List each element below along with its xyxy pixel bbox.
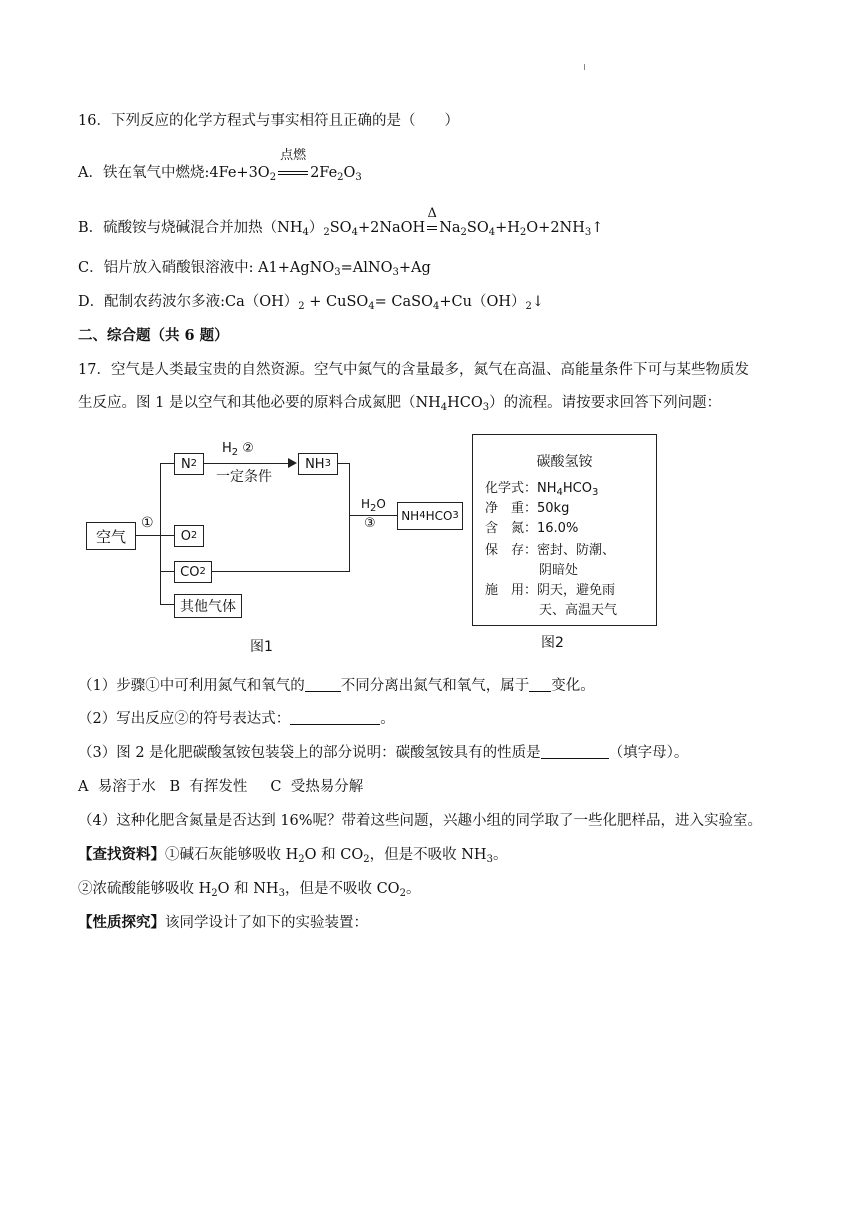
to-other-line bbox=[160, 604, 174, 605]
q16-option-b: B．硫酸铵与烧碱混合并加热$(NH_4)_2SO_4+2NaOH$ Δ $Na_2SO_4+H_2O+2NH_3↑$ bbox=[78, 206, 604, 238]
nh3-text: NH bbox=[305, 456, 325, 472]
h2o-h: H bbox=[361, 497, 371, 511]
q17-stem-line1: 17．空气是人类最宝贵的自然资源。空气中氮气的含量最多，氮气在高温、高能量条件下可与某些物质发 bbox=[78, 362, 749, 378]
step2-text: ② bbox=[242, 441, 254, 456]
q17-info-1: 【查找资料】①碱石灰能够吸收 $H_2O$ 和 $CO_2$，但是不吸收 $NH_3$。 bbox=[78, 846, 508, 865]
figure-1-caption: 图1 bbox=[250, 639, 273, 655]
to-o2-line bbox=[160, 535, 174, 536]
optD-arrow: ↓ bbox=[531, 294, 545, 310]
optB-suffix3: +H bbox=[495, 220, 520, 236]
nh3-out-line bbox=[337, 463, 349, 464]
q17-info-2: ②浓硫酸能够吸收 $H_2O$ 和 $NH_3$，但是不吸收 $CO_2$。 bbox=[78, 881, 421, 899]
optD-prefix: D．配制农药波尔多液:Ca（OH） bbox=[78, 294, 299, 310]
label-row-usage-2: 天、高温天气 bbox=[539, 603, 618, 618]
q17-sub2 bbox=[78, 709, 395, 729]
label-row-weight: 净 重：50kg bbox=[485, 501, 570, 516]
optA-prefix: A．铁在氧气中燃烧:4Fe+3O bbox=[78, 165, 270, 181]
sub1-c: 变化。 bbox=[551, 678, 595, 694]
label-row-formula-b: HCO bbox=[562, 481, 592, 496]
co2-box: CO 2 bbox=[174, 561, 212, 583]
sub3-text: （3）图 2 是化肥碳酸氢铵包装袋上的部分说明：碳酸氢铵具有的性质是 bbox=[78, 745, 541, 761]
optB-prefix: B．硫酸铵与烧碱混合并加热（NH bbox=[78, 220, 303, 236]
optA-cond-text: 点燃 bbox=[280, 148, 307, 163]
n2-to-nh3-arrow-line bbox=[203, 463, 289, 464]
optB-arrow: ↑ bbox=[591, 220, 604, 236]
sub1-a: （1）步骤①中可利用氮气和氧气的 bbox=[78, 678, 305, 694]
product-text: NH bbox=[401, 509, 420, 523]
q17-stem-line2: 生反应。图 1 是以空气和其他必要的原料合成氮肥$(NH_4HCO_3)$的流程。请按要求回答下列问题： bbox=[78, 395, 722, 413]
info2-c: ，但是不吸收 CO bbox=[284, 881, 400, 897]
air-box: 空气 bbox=[86, 522, 136, 550]
q16-stem bbox=[78, 111, 459, 131]
q17-stem-line2-c: ）的流程。请按要求回答下列问题： bbox=[489, 395, 722, 411]
q16-stem-text: 16．下列反应的化学方程式与事实相符且正确的是（ ） bbox=[78, 113, 459, 129]
n2-text: N bbox=[180, 456, 191, 472]
optB-cond-text: Δ bbox=[427, 206, 437, 221]
branch-line bbox=[160, 463, 161, 604]
to-n2-line bbox=[160, 463, 174, 464]
explore-title: 【性质探究】 bbox=[78, 914, 165, 931]
q17-sub3-choices: A 易溶于水 B 有挥发性 C 受热易分解 bbox=[78, 779, 364, 795]
to-co2-line bbox=[160, 571, 174, 572]
q17-sub1 bbox=[78, 676, 595, 696]
optC-text: C．铝片放入硝酸银溶液中: A1+AgNO bbox=[78, 260, 335, 276]
optD-mid: + CuSO bbox=[304, 294, 369, 310]
optA-condition bbox=[276, 148, 310, 183]
h2o-o: O bbox=[376, 497, 386, 511]
optB-mid: SO bbox=[329, 220, 352, 236]
figure-2-label-box bbox=[472, 434, 657, 626]
h2-label bbox=[222, 441, 254, 456]
q17-stem-line2-a: 生反应。图 1 是以空气和其他必要的原料合成氮肥（NH bbox=[78, 395, 441, 411]
sub1-blank-2[interactable] bbox=[529, 677, 551, 692]
other-gas-box: 其他气体 bbox=[174, 594, 242, 618]
q17-sub4: （4）这种化肥含氮量是否达到 16%呢？带着这些问题，兴趣小组的同学取了一些化肥样品，进入实验室。 bbox=[78, 813, 763, 829]
co2-out-line bbox=[211, 571, 349, 572]
optB-suffix2: SO bbox=[466, 220, 489, 236]
step3-label: ③ bbox=[364, 516, 376, 531]
info1-a: ①碱石灰能够吸收 H bbox=[165, 847, 299, 863]
label-row-storage: 保 存：密封、防潮、 bbox=[485, 543, 616, 558]
h2o-sub: 2 bbox=[370, 503, 377, 514]
sub2-end: 。 bbox=[380, 711, 395, 727]
optA-suffix: 2Fe bbox=[310, 165, 338, 181]
o2-box: O 2 bbox=[174, 525, 204, 547]
label-row-formula-a: 化学式：NH bbox=[485, 481, 557, 496]
info-title: 【查找资料】 bbox=[78, 846, 165, 863]
label-row-formula: 化学式：$NH_4HCO_3$ bbox=[485, 481, 599, 498]
optB-mid2: +2NaOH bbox=[357, 220, 426, 236]
optD-mid3: +Cu（OH） bbox=[439, 294, 526, 310]
sub2-text: （2）写出反应②的符号表达式： bbox=[78, 711, 291, 727]
optB-suffix4: O+2NH bbox=[526, 220, 585, 236]
explore-text: 该同学设计了如下的实验装置： bbox=[165, 915, 368, 931]
sub3-end: （填字母）。 bbox=[608, 745, 689, 761]
h2o-label bbox=[361, 497, 386, 514]
co2-text: CO bbox=[180, 564, 200, 580]
info1-c: ，但是不吸收 NH bbox=[369, 847, 487, 863]
label-row-nitrogen: 含 氮：16.0% bbox=[485, 521, 579, 536]
q16-option-a: A．铁在氧气中燃烧$:4Fe+3O_2$ 点燃 $2Fe_2O_3$ bbox=[78, 148, 362, 183]
optC-end: +Ag bbox=[398, 260, 431, 276]
info2-d: 。 bbox=[405, 881, 421, 897]
figure-2-caption: 图2 bbox=[541, 635, 564, 651]
n2-box: N 2 bbox=[174, 453, 204, 475]
label-title: 碳酸氢铵 bbox=[536, 454, 593, 470]
merge-line bbox=[349, 463, 350, 572]
optB-suffix: Na bbox=[439, 220, 461, 236]
page-tick-mark bbox=[584, 64, 585, 70]
q17-explore bbox=[78, 913, 368, 933]
optB-condition bbox=[425, 206, 439, 238]
info2-a: ②浓硫酸能够吸收 H bbox=[78, 881, 212, 897]
condition-label: 一定条件 bbox=[216, 469, 272, 485]
h2-sub: 2 bbox=[231, 447, 239, 458]
q17-sub3 bbox=[78, 743, 688, 763]
sub1-blank-1[interactable] bbox=[305, 677, 341, 692]
q16-option-c: C．铝片放入硝酸银溶液中: A1+AgNO$_3$=AlNO$_3$+Ag bbox=[78, 260, 431, 278]
air-line bbox=[135, 535, 160, 536]
label-row-storage-2: 阴暗处 bbox=[539, 563, 579, 578]
nh3-box: NH 3 bbox=[298, 453, 338, 475]
q17-stem-line2-b: HCO bbox=[447, 395, 483, 411]
step1-label: ① bbox=[141, 515, 154, 531]
label-row-usage: 施 用：阴天，避免雨 bbox=[485, 583, 616, 598]
info1-d: 。 bbox=[492, 847, 508, 863]
info1-b: O 和 CO bbox=[304, 847, 364, 863]
sub2-blank[interactable] bbox=[290, 710, 380, 725]
sub3-blank[interactable] bbox=[541, 744, 609, 759]
section-title: 二、综合题（共 6 题） bbox=[78, 327, 229, 344]
h2-text: H bbox=[222, 441, 232, 456]
product-text2: HCO bbox=[425, 509, 453, 523]
o2-text: O bbox=[180, 528, 191, 544]
info2-b: O 和 NH bbox=[217, 881, 279, 897]
q16-option-d: D．配制农药波尔多液$:Ca(OH)_2$ + CuSO$_4$= $CaSO_4+Cu(OH)_2↓$ bbox=[78, 294, 545, 312]
product-box: NH 4 HCO 3 bbox=[397, 502, 463, 530]
optC-rest: =AlNO bbox=[340, 260, 393, 276]
arrow-head-icon bbox=[288, 458, 297, 468]
sub1-b: 不同分离出氮气和氧气，属于 bbox=[340, 678, 530, 694]
optD-mid2: = CaSO bbox=[374, 294, 433, 310]
